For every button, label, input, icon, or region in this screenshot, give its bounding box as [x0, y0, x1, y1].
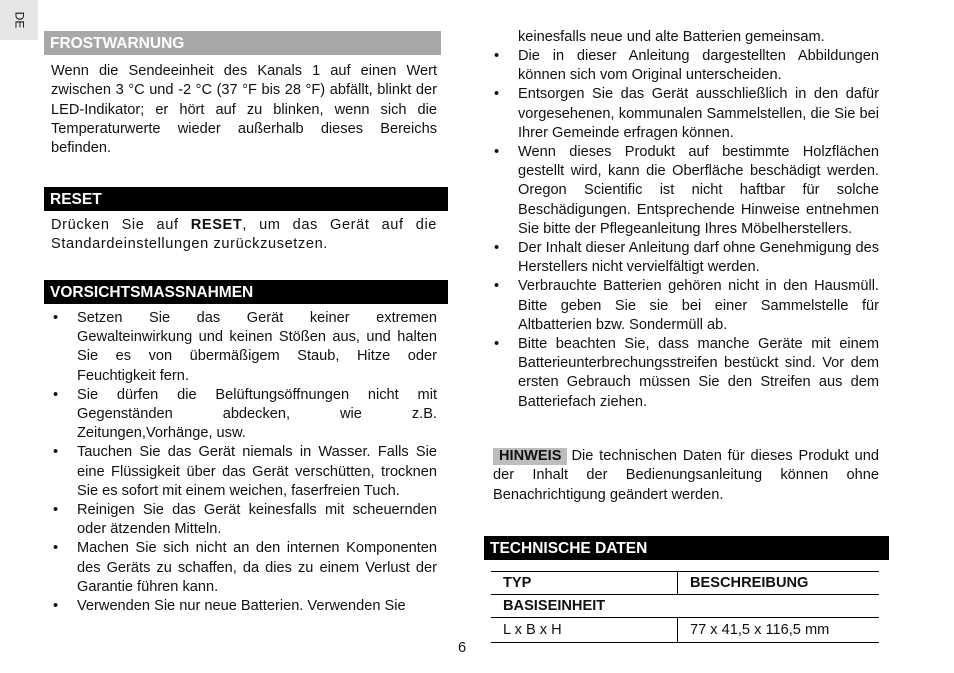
list-item: • Bitte beachten Sie, dass manche Geräte mit einem Batterieunterbrechungsstreifen bestückt sind. Vor dem ersten Gebrauch müssen Sie den Streifen aus dem Batteriefach ziehen.	[492, 335, 879, 412]
reset-keyword: RESET	[190, 217, 243, 233]
continuation-text: keinesfalls neue und alte Batterien gemeinsam.	[518, 29, 825, 45]
list-item: • Verwenden Sie nur neue Batterien. Verwenden Sie	[51, 597, 437, 616]
language-label: DE	[11, 11, 26, 29]
col-desc-header: BESCHREIBUNG	[678, 572, 880, 595]
list-item: • Setzen Sie das Gerät keiner extremen Gewalteinwirkung und keinen Stößen aus, und halten Sie es von übermäßigem Staub, Hitze oder Feuchtigkeit fern.	[51, 309, 437, 386]
note-paragraph: HINWEIS Die technischen Daten für dieses Produkt und der Inhalt der Bedienungsanleitung können ohne Benachrichtigung geändert werden.	[493, 448, 879, 503]
precautions-list	[51, 309, 437, 616]
specs-table	[491, 571, 879, 643]
list-item: • Machen Sie sich nicht an den internen Komponenten des Geräts zu schaffen, da dies zu einem Verlust der Garantie führen kann.	[51, 539, 437, 597]
specs-heading: TECHNISCHE DATEN	[484, 536, 889, 560]
list-item: • Entsorgen Sie das Gerät ausschließlich in den dafür vorgesehenen, kommunalen Sammelstellen, die Sie bei Ihrer Gemeinde erfragen können.	[492, 85, 879, 143]
col-type-header: TYP	[491, 572, 678, 595]
frost-text: Wenn die Sendeeinheit des Kanals 1 auf einen Wert zwischen 3 °C und -2 °C (37 °F bis 28 °F) abfällt, blinkt der LED-Indikator; er hört auf zu blinken, wenn sich die Temperaturwerte wieder außerhalb dieses Bereichs befinden.	[51, 63, 437, 157]
precautions-list-continued	[492, 47, 879, 412]
list-item: • Sie dürfen die Belüftungsöffnungen nicht mit Gegenständen abdecken, wie z.B. Zeitungen,Vorhänge, usw.	[51, 386, 437, 444]
language-tab	[0, 0, 38, 40]
list-item: • Die in dieser Anleitung dargestellten Abbildungen können sich vom Original unterscheiden.	[492, 47, 879, 85]
reset-text: Drücken Sie auf RESET, um das Gerät auf die Standardeinstellungen zurückzusetzen.	[51, 217, 437, 253]
row-value: 77 x 41,5 x 116,5 mm	[678, 618, 880, 643]
list-item: • Der Inhalt dieser Anleitung darf ohne Genehmigung des Herstellers nicht vervielfältigt werden.	[492, 239, 879, 277]
group-label: BASISEINHEIT	[491, 595, 678, 618]
table-group-row	[491, 595, 879, 618]
list-item: • Reinigen Sie das Gerät keinesfalls mit scheuernden oder ätzenden Mitteln.	[51, 501, 437, 539]
list-item: • Tauchen Sie das Gerät niemals in Wasser. Falls Sie eine Flüssigkeit über das Gerät verschütten, trocknen Sie es sofort mit einem weichen, faserfreien Tuch.	[51, 443, 437, 501]
frost-heading: FROSTWARNUNG	[44, 31, 441, 55]
note-badge: HINWEIS	[493, 448, 567, 465]
table-header-row	[491, 572, 879, 595]
page-number: 6	[458, 640, 467, 656]
list-item: • Verbrauchte Batterien gehören nicht in den Hausmüll. Bitte geben Sie sie bei einer Sammelstelle für Altbatterien bzw. Sondermüll ab.	[492, 277, 879, 335]
row-label: L x B x H	[491, 618, 678, 643]
table-row	[491, 618, 879, 643]
list-item: • Wenn dieses Produkt auf bestimmte Holzflächen gestellt wird, kann die Oberfläche beschädigt werden. Oregon Scientific ist nicht haftbar für solche Beschädigungen. Entsprechende Hinweise entnehmen Sie bitte der Pflegeanleitung Ihres Möbelherstellers.	[492, 143, 879, 239]
precautions-heading: VORSICHTSMASSNAHMEN	[44, 280, 448, 304]
reset-heading: RESET	[44, 187, 448, 211]
